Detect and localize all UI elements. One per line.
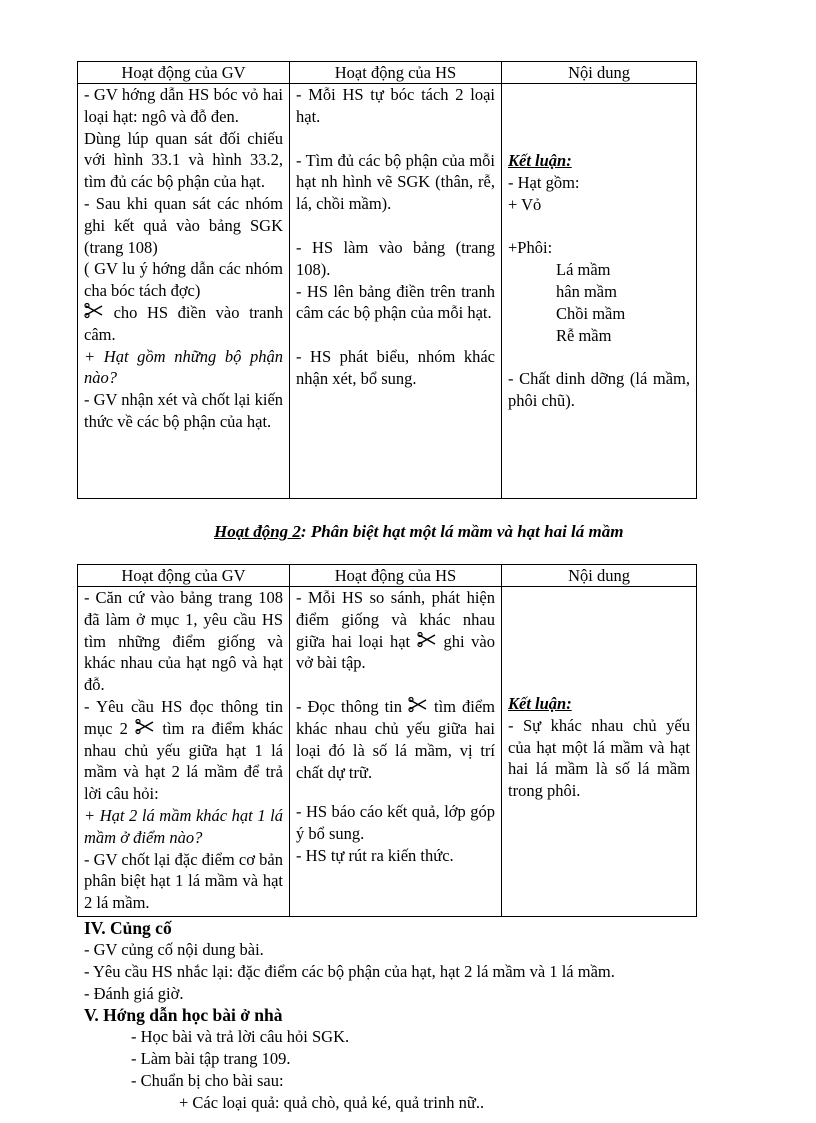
- section-5-item: - Chuẩn bị cho bài sau:: [131, 1071, 284, 1090]
- scissors-icon: [84, 303, 104, 317]
- scissors-icon: [417, 632, 437, 646]
- noi-dung-column: [502, 84, 697, 499]
- section-5-sub-item: + Các loại quả: quả chò, quả ké, quả trinh nữ..: [179, 1093, 485, 1112]
- hs-line-text: - Đọc thông tin: [296, 697, 402, 717]
- gv-line-text: - Yêu cầu HS đọc thông tin mục 2: [84, 696, 283, 738]
- hs-column: [290, 84, 502, 499]
- hs-line: - HS làm vào bảng (trang 108).: [296, 237, 495, 279]
- header-noi-dung: Nội dung: [502, 565, 697, 587]
- hs-column: [290, 587, 502, 917]
- activity-2-label: Hoạt động 2: [214, 522, 301, 541]
- section-cung-co: [84, 917, 615, 1005]
- gv-question: + Hạt 2 lá mầm khác hạt 1 lá mầm ở điểm nào?: [84, 805, 283, 847]
- hs-line-text: tìm điểm khác nhau chủ yếu giữa hai loại đó là số lá mầm, vị trí chất dự trữ.: [296, 697, 495, 782]
- phoi-part: Lá mầm: [556, 260, 611, 280]
- phoi-part: Chồi mầm: [556, 303, 626, 323]
- hs-line: - Tìm đủ các bộ phận của mỗi hạt nh hình vẽ SGK (thân, rễ, lá, chồi mầm).: [296, 150, 495, 214]
- nd-chat-dinh-duong: - Chất dinh dỡng (lá mầm, phôi chũ).: [508, 369, 690, 411]
- ket-luan-label: Kết luận:: [508, 694, 572, 713]
- header-noi-dung: Nội dung: [502, 62, 697, 84]
- gv-line: - Căn cứ vào bảng trang 108 đã làm ở mục 1, yêu cầu HS tìm những điểm giống và khác nhau của hạt ngô và hạt đỗ.: [84, 588, 283, 695]
- hs-line: - HS phát biểu, nhóm khác nhận xét, bổ sung.: [296, 347, 495, 388]
- section-4-item: - Yêu cầu HS nhắc lại: đặc điểm các bộ phận của hạt, hạt 2 lá mầm và 1 lá mầm.: [84, 962, 615, 981]
- section-5-item: - Học bài và trả lời câu hỏi SGK.: [131, 1027, 350, 1046]
- section-5-item: - Làm bài tập trang 109.: [131, 1049, 291, 1068]
- activity-2-text: : Phân biệt hạt một lá mầm và hạt hai lá mầm: [300, 522, 624, 541]
- hs-line: [296, 696, 495, 783]
- ket-luan-label: Kết luận:: [508, 151, 572, 170]
- gv-line: - GV chốt lại đặc điểm cơ bản phân biệt hạt 1 lá mầm và hạt 2 lá mầm.: [84, 849, 283, 913]
- section-5-heading: V. Hớng dẫn học bài ở nhà: [84, 1005, 283, 1025]
- gv-line: Dùng lúp quan sát đối chiếu với hình 33.1 và hình 33.2, tìm đủ các bộ phận của hạt.: [84, 128, 283, 192]
- noi-dung-column: [502, 587, 697, 917]
- gv-line: - Sau khi quan sát các nhóm ghi kết quả vào bảng SGK (trang 108): [84, 193, 283, 257]
- gv-line: [84, 696, 283, 805]
- gv-line-text: cho HS điền vào tranh câm.: [84, 302, 283, 344]
- scissors-icon: [408, 697, 428, 711]
- header-gv: Hoạt động của GV: [78, 62, 290, 84]
- activity-table-2: [77, 564, 697, 917]
- hs-line: - Mỗi HS tự bóc tách 2 loại hạt.: [296, 85, 495, 126]
- gv-column: [78, 84, 290, 499]
- gv-column: [78, 587, 290, 917]
- hs-line: - HS báo cáo kết quả, lớp góp ý bổ sung.: [296, 802, 495, 844]
- nd-line: + Vỏ: [508, 194, 542, 214]
- nd-line: +Phôi:: [508, 238, 553, 258]
- nd-line: - Hạt gồm:: [508, 172, 580, 192]
- gv-line-text: tìm ra điểm khác nhau chủ yếu giữa hạt 1 lá mầm và hạt 2 lá mầm để trả lời câu hỏi:: [84, 718, 283, 804]
- gv-line: - GV nhận xét và chốt lại kiến thức về các bộ phận của hạt.: [84, 390, 284, 431]
- gv-line: [84, 302, 283, 346]
- hs-line: [296, 587, 495, 674]
- section-huong-dan: [84, 1004, 484, 1114]
- header-hs: Hoạt động của HS: [290, 565, 502, 587]
- gv-question: + Hạt gồm những bộ phận nào?: [84, 346, 283, 388]
- gv-line: ( GV lu ý hớng dẫn các nhóm cha bóc tách đợc): [84, 259, 283, 301]
- scissors-icon: [135, 719, 155, 733]
- phoi-part: Rễ mầm: [556, 325, 612, 345]
- hs-line-text: ghi vào vở bài tập.: [296, 631, 495, 673]
- activity-2-title: [214, 522, 623, 542]
- header-gv: Hoạt động của GV: [78, 565, 290, 587]
- section-4-item: - GV củng cố nội dung bài.: [84, 940, 264, 959]
- activity-table-1: [77, 61, 697, 499]
- hs-line: - HS lên bảng điền trên tranh câm các bộ phận của mỗi hạt.: [296, 281, 495, 323]
- section-4-item: - Đánh giá giờ.: [84, 984, 184, 1003]
- section-4-heading: IV. Củng cố: [84, 918, 172, 938]
- hs-line-text: - Mỗi HS so sánh, phát hiện điểm giống và khác nhau giữa hai loại hạt: [296, 588, 495, 651]
- nd-text: - Sự khác nhau chủ yếu của hạt một lá mầm và hạt hai lá mầm là số lá mầm trong phôi.: [508, 715, 690, 801]
- phoi-part: hân mầm: [556, 281, 617, 301]
- gv-line: - GV hớng dẫn HS bóc vỏ hai loại hạt: ngô và đỗ đen.: [84, 85, 283, 126]
- header-hs: Hoạt động của HS: [290, 62, 502, 84]
- hs-line: - HS tự rút ra kiến thức.: [296, 845, 454, 865]
